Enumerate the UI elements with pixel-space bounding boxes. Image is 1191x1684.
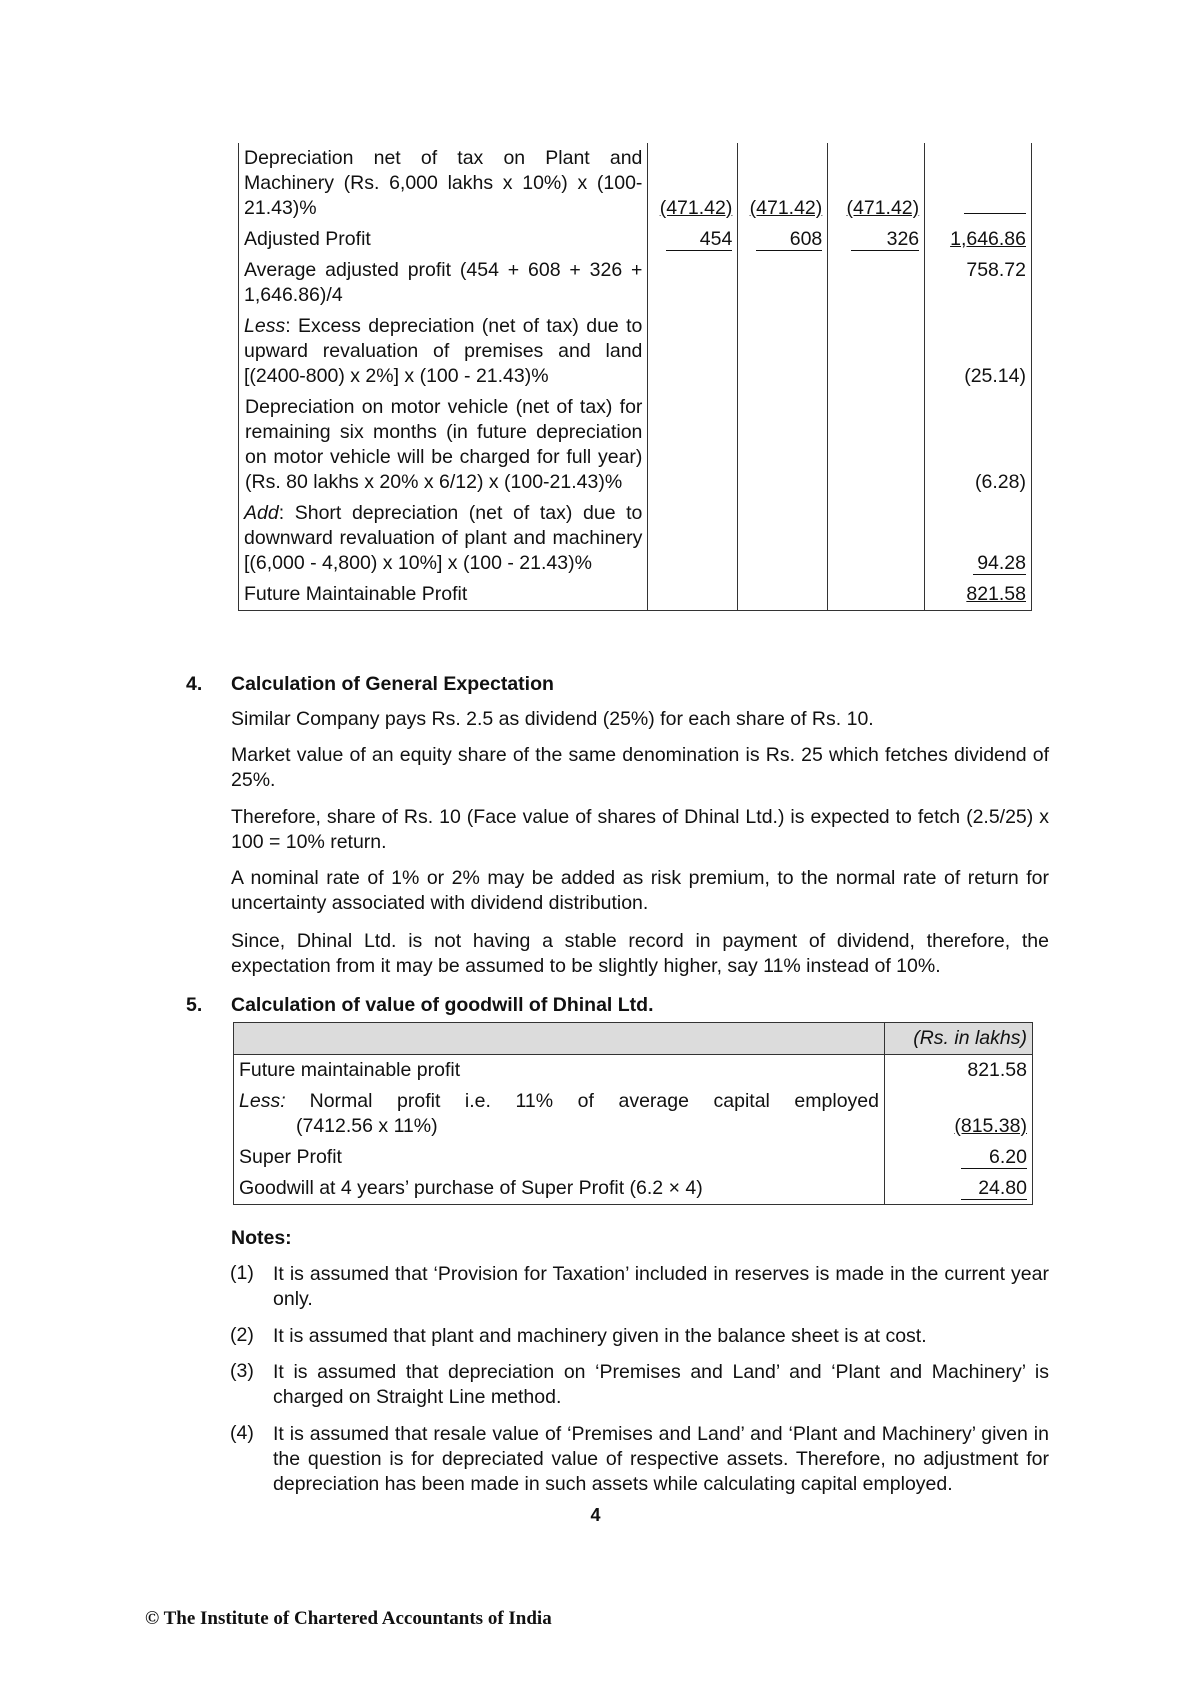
section-title: Calculation of General Expectation [231, 673, 554, 695]
unit-header: (Rs. in lakhs) [913, 1027, 1027, 1049]
value-cell: 454 [666, 229, 732, 251]
paragraph: Market value of an equity share of the same denomination is Rs. 25 which fetches dividend of 25%. [231, 744, 1049, 791]
value-cell: 6.20 [961, 1147, 1027, 1169]
note-text: It is assumed that ‘Provision for Taxation’ included in reserves is made in the current year only. [273, 1263, 1049, 1310]
adjusted-profit-table [238, 143, 1032, 611]
table-row [239, 224, 1032, 255]
row-description: Less: Excess depreciation (net of tax) due to upward revaluation of premises and land [(2400-800) x 2%] x (100 - 21.43)% [239, 311, 648, 392]
page-number: 4 [590, 1505, 601, 1525]
paragraph: Since, Dhinal Ltd. is not having a stable record in payment of dividend, therefore, the expectation from it may be assumed to be slightly higher, say 11% instead of 10%. [231, 930, 1049, 977]
value-cell: 821.58 [885, 1055, 1033, 1087]
table-row [239, 255, 1032, 311]
goodwill-table [233, 1022, 1033, 1205]
table-row [239, 311, 1032, 392]
note-text: It is assumed that resale value of ‘Premises and Land’ and ‘Plant and Machinery’ given in the question is for depreciated value of respective assets. Therefore, no adjustment for depreciation has been made in such assets while calculating capital employed. [273, 1423, 1049, 1495]
value-cell: (471.42) [846, 197, 920, 219]
note-text: It is assumed that depreciation on ‘Premises and Land’ and ‘Plant and Machinery’ is charged on Straight Line method. [273, 1361, 1049, 1408]
row-description: Depreciation net of tax on Plant and Machinery (Rs. 6,000 lakhs x 10%) x (100-21.43)% [239, 143, 648, 224]
paragraph: Therefore, share of Rs. 10 (Face value of shares of Dhinal Ltd.) is expected to fetch (2.5/25) x 100 = 10% return. [231, 806, 1049, 853]
value-cell: (471.42) [749, 197, 823, 219]
row-description: Future Maintainable Profit [239, 579, 648, 611]
value-cell: 24.80 [961, 1178, 1027, 1200]
table-row [234, 1055, 1033, 1087]
value-cell: (815.38) [954, 1115, 1027, 1137]
note-number: (4) [230, 1422, 254, 1444]
section-title: Calculation of value of goodwill of Dhinal Ltd. [231, 994, 654, 1016]
value-cell: 326 [851, 229, 919, 251]
value-cell: 821.58 [966, 583, 1026, 605]
paragraph: A nominal rate of 1% or 2% may be added as risk premium, to the normal rate of return for uncertainty associated with dividend distribution. [231, 867, 1049, 914]
value-cell: 94.28 [973, 553, 1026, 575]
value-cell: 608 [756, 229, 822, 251]
note-number: (3) [230, 1360, 254, 1382]
table-row [234, 1173, 1033, 1205]
row-description: Depreciation on motor vehicle (net of tax) for remaining six months (in future depreciation on motor vehicle will be charged for full year) (Rs. 80 lakhs x 20% x 6/12) x (100-21.43)% [239, 392, 648, 498]
row-description: Add: Short depreciation (net of tax) due to downward revaluation of plant and machinery [(6,000 - 4,800) x 10%] x (100 - 21.43)% [239, 498, 648, 579]
note-text: It is assumed that plant and machinery given in the balance sheet is at cost. [273, 1325, 927, 1347]
note-number: (2) [230, 1324, 254, 1346]
table-row [234, 1086, 1033, 1142]
paragraph: Similar Company pays Rs. 2.5 as dividend (25%) for each share of Rs. 10. [231, 708, 874, 730]
table-header-row [234, 1023, 1033, 1055]
row-description: Super Profit [234, 1142, 885, 1173]
row-description: Future maintainable profit [234, 1055, 885, 1087]
row-description: Goodwill at 4 years’ purchase of Super Profit (6.2 × 4) [234, 1173, 885, 1205]
section-number: 4. [186, 673, 203, 695]
footer-copyright: © The Institute of Chartered Accountants of India [145, 1608, 552, 1629]
table-row [239, 392, 1032, 498]
note-number: (1) [230, 1262, 254, 1284]
row-description: Less: Normal profit i.e. 11% of average capital employed (7412.56 x 11%) [234, 1086, 885, 1142]
table-row [239, 579, 1032, 611]
table-row [239, 143, 1032, 224]
table-row [239, 498, 1032, 579]
row-description: Average adjusted profit (454 + 608 + 326 + 1,646.86)/4 [239, 255, 648, 311]
value-cell: (471.42) [659, 197, 733, 219]
row-description: Adjusted Profit [239, 224, 648, 255]
section-number: 5. [186, 994, 203, 1016]
blank-rule [964, 193, 1026, 214]
table-row [234, 1142, 1033, 1173]
notes-heading: Notes: [231, 1227, 292, 1249]
value-cell: (25.14) [925, 311, 1032, 392]
value-cell: 758.72 [925, 255, 1032, 311]
value-cell: (6.28) [925, 392, 1032, 498]
value-cell: 1,646.86 [950, 228, 1026, 250]
